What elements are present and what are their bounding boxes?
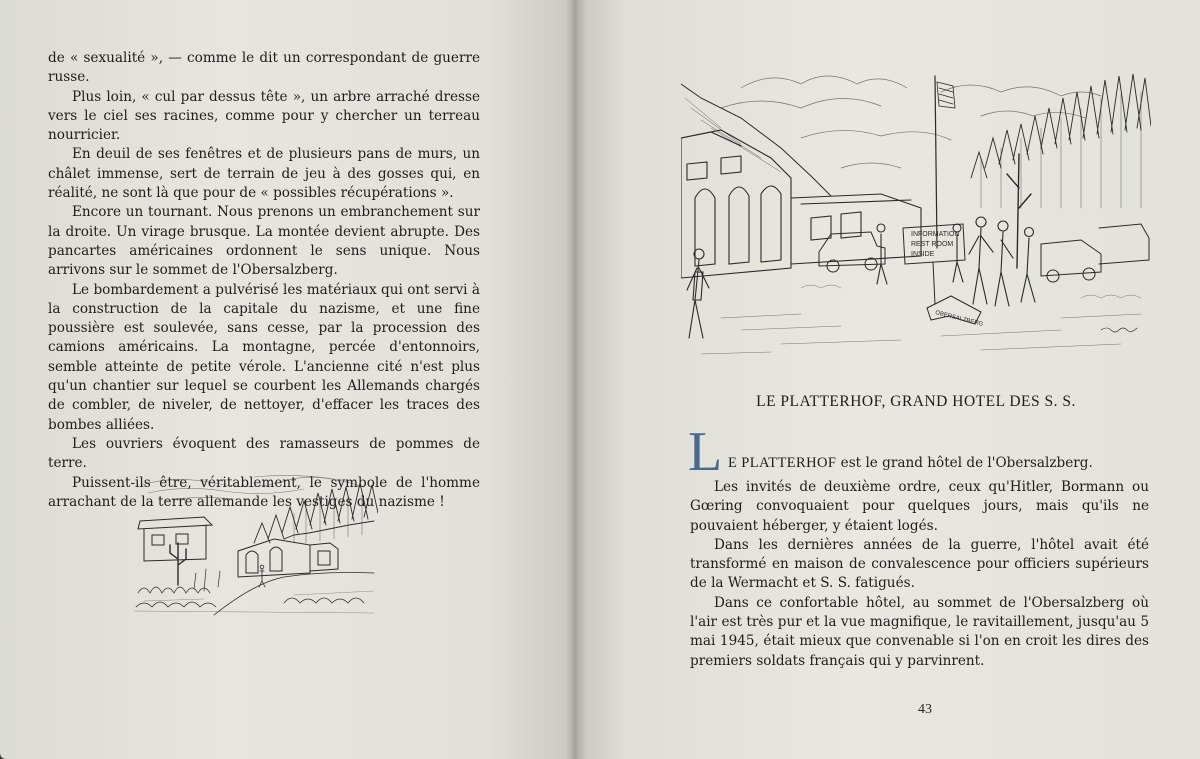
paragraph: Encore un tournant. Nous prenons un embranchement sur la droite. Un virage brusque. La montée devient abrupte. Des pancartes américaines ordonnent le sens unique. Nous arrivons sur le sommet de l'Obersalzberg. xyxy=(48,204,480,279)
left-page xyxy=(0,0,575,759)
arrow-sign-text: OBERSALZBERG xyxy=(934,310,984,328)
right-page-text xyxy=(690,478,1149,671)
drop-cap: L xyxy=(688,421,723,483)
right-page-illustration xyxy=(681,68,1151,364)
paragraph: Le bombardement a pulvérisé les matériaux qui ont servi à la construction de la capitale du nazisme, et une fine poussière est soulevée, sans cesse, par la procession des camions américains. La montagne, percée d'entonnoirs, semble atteinte de petite vérole. L'ancienne cité n'est plus qu'un chantier sur lequel se courbent les Allemands chargés de combler, de niveler, de nettoyer, d'effacer les traces des bombes alliées. xyxy=(48,281,480,433)
paragraph: Dans les dernières années de la guerre, l'hôtel avait été transformé en maison de convalescence pour officiers supérieurs de la Wermacht et S. S. fatigués. xyxy=(690,536,1149,592)
paragraph: de « sexualité », — comme le dit un correspondant de guerre russe. xyxy=(48,50,480,86)
chapter-first-line xyxy=(728,455,1093,472)
sign-line-1: INFORMATION xyxy=(911,231,960,238)
paragraph: Puissent-ils être, véritablement, le symbole de l'homme arrachant de la terre allemande les vestiges du nazisme ! xyxy=(48,474,480,510)
paragraph: Dans ce confortable hôtel, au sommet de l'Obersalzberg où l'air est très pur et la vue magnifique, le ravitaillement, jusqu'au 5 mai 1945, était mieux que convenable si l'on en croit les dires des premiers soldats français qui y parvinrent. xyxy=(690,594,1149,669)
sign-line-3: INSIDE xyxy=(911,251,935,258)
first-line-rest: est le grand hôtel de l'Obersalzberg. xyxy=(836,455,1093,471)
chapter-heading: LE PLATTERHOF, GRAND HOTEL DES S. S. xyxy=(756,393,1076,410)
left-page-illustration xyxy=(134,473,378,618)
right-page xyxy=(575,0,1200,759)
paragraph: Plus loin, « cul par dessus tête », un arbre arraché dresse vers le ciel ses racines, comme pour y chercher un terreau nourricier. xyxy=(48,88,480,144)
paragraph: Les ouvriers évoquent des ramasseurs de pommes de terre. xyxy=(48,435,480,472)
first-line-smallcaps: E PLATTERHOF xyxy=(728,455,837,471)
book-gutter xyxy=(566,0,586,759)
sign-line-2: REST ROOM xyxy=(911,241,954,248)
paragraph: En deuil de ses fenêtres et de plusieurs pans de murs, un châlet immense, sert de terrain de jeu à des gosses qui, en réalité, ne sont là que pour de « possibles récupérations ». xyxy=(48,146,480,202)
paragraph: Les invités de deuxième ordre, ceux qu'Hitler, Bormann ou Gœring convoquaient pour quelques jours, mais qu'ils ne pouvaient héberger, y étaient logés. xyxy=(690,479,1149,534)
page-number: 43 xyxy=(918,702,932,717)
left-page-text xyxy=(48,49,480,512)
